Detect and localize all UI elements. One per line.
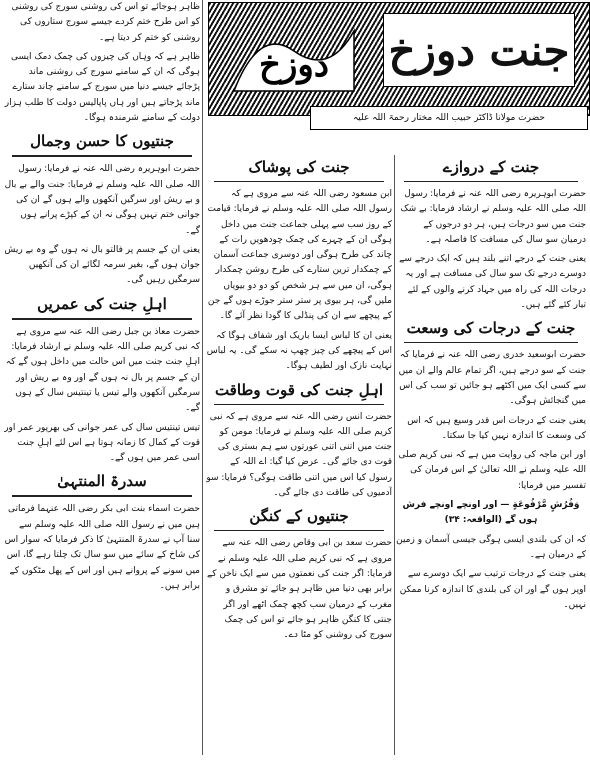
- section-heading: جنتیوں کے کنگن: [249, 507, 349, 526]
- section-paragraph: یعنی ان کا لباس ایسا باریک اور شفاف ہوگا کہ اس کے پیچھے کی چیز چھپ نہ سکے گی۔ یہ لباس نہایت نازک اور لطیف ہوگا۔: [206, 330, 392, 372]
- middle-column: [206, 152, 392, 763]
- section-paragraph: حضرت ابوہریرہ رضی اللہ عنہ نے فرمایا: رسول اللہ صلی اللہ علیہ وسلم نے فرمایا: جنت والے بے بال و بے ریش اور سرگیں آنکھوں والے ہوں گے ان کی جوانی ختم نہیں ہوگی نہ ان کے کپڑے پرانے ہوں گے۔: [4, 164, 200, 236]
- section-paragraph: حضرت معاذ بن جبل رضی اللہ عنہ سے مروی ہے کہ نبی کریم صلی اللہ علیہ وسلم نے ارشاد فرمایا: اہلِ جنت جنت میں اس حالت میں داخل ہوں گے کہ ان کے جسم پر بال نہ ہوں گے اور وہ بے ریش اور سرمگیں آنکھوں والے تیس یا تینتیس سال کے ہوں گے۔: [5, 326, 200, 414]
- section-paragraph: یعنی جنت کے درجے اتنے بلند ہیں کہ ایک درجے سے دوسرے درجے تک سو سال کی مسافت ہے اور یہ درجات اللہ کی راہ میں جہاد کرنے والوں کے لئے تیار کئے گئے ہیں۔: [399, 254, 586, 311]
- intro-paragraph: ظاہر ہے کہ وہاں کی چیزوں کی چمک دمک ایسی ہوگی کہ ان کے سامنے سورج کی روشنی ماند پڑجائے جیسے دنیا میں سورج کے سامنے چاند ستارے ماند پڑجاتے ہیں اور ہاں پاپالیس دولت کا طلب ہزار دولت کے سامنے شرمندہ ہوگا۔: [4, 51, 200, 124]
- heading-rule: [12, 318, 192, 320]
- section-paragraph: ابن مسعود رضی اللہ عنہ سے مروی ہے کہ رسول اللہ صلی اللہ علیہ وسلم نے فرمایا: قیامت کے روز سب سے پہلی جماعت جنت میں داخل ہوگی ان کے چہرے کی چمک چودھویں رات کے چاند کی طرح ہوگی اور دوسری جماعت آسمان کے چمکدار ترین ستارے کی طرح روشن چمکدار ہوگی، ان میں سے ہر شخص کو دو دو بیویاں ملیں گی، ہر بیوی پر ستر ستر جوڑے ہوں گے جن کے پیچھے سے ان کی پنڈلی کا گودا نظر آئے گا۔: [207, 189, 392, 322]
- section-heading: جنت کے درجات کی وسعت: [406, 319, 576, 338]
- section-heading: اہلِ جنت کی قوت وطاقت: [214, 380, 384, 399]
- column-divider: [394, 155, 395, 755]
- section-paragraph: حضرت ابوسعید خدری رضی اللہ عنہ نے فرمایا کہ جنت کے سو درجے ہیں، اگر تمام عالم والے ان میں سے کسی ایک میں اکٹھے ہو جائیں تو سب کی اس میں گنجائش ہوگی۔: [398, 350, 586, 407]
- section-paragraph: اور ابن ماجہ کی روایت میں ہے کہ نبی کریم صلی اللہ علیہ وسلم نے اللہ تعالیٰ کے اس فرمان کی تفسیر میں فرمایا:: [398, 450, 586, 491]
- heading-rule: [404, 181, 578, 182]
- intro-paragraph: ظاہر ہوجائے تو اس کی روشنی سورج کی روشنی کو اس طرح ختم کردے جیسے سورج ستاروں کی روشنی کو ختم کر دیتا ہے۔: [11, 2, 200, 43]
- section-heading: سدرۃ المنتہیٰ: [57, 472, 147, 491]
- section-paragraph: یعنی جنت کے درجات اس قدر وسیع ہیں کہ اس کی وسعت کا اندازہ نہیں کیا جا سکتا۔: [407, 415, 586, 441]
- column-divider: [202, 0, 203, 755]
- heading-rule: [214, 530, 384, 531]
- heading-rule: [12, 155, 192, 157]
- section-paragraph: حضرت اسماء بنت ابی بکر رضی اللہ عنہما فرماتی ہیں میں نے رسول اللہ صلی اللہ علیہ وسلم سے سنا آپ نے سدرۃ المنتہیٰ کا ذکر فرمایا کہ سوار اس کی شاخ کے سائے میں سو سال تک چلتا رہے گا، اس میں سونے کے پروانے ہیں اور اس کے پھل مٹکوں کے برابر ہیں۔: [4, 504, 200, 591]
- section-paragraph: یعنی ان کے جسم پر فالتو بال نہ ہوں گے وہ بے ریش جوان ہوں گے، بغیر سرمہ لگائے ان کی آنکھیں سرمگیں رہیں گی۔: [4, 244, 200, 286]
- section-heading: جنت کے دروازے: [442, 158, 540, 176]
- heading-rule: [214, 404, 384, 405]
- section-paragraph: تیس تینتیس سال کی عمر جوانی کی بھرپور عمر اور قوت کے کمال کا زمانہ ہوتا ہے اس لئے اہلِ جنت اسی عمر میں ہوں گے۔: [4, 422, 200, 464]
- svg-text:دوزخ: دوزخ: [259, 45, 329, 85]
- right-column: [396, 152, 586, 763]
- section-paragraph: حضرت انس رضی اللہ عنہ سے مروی ہے کہ نبی کریم صلی اللہ علیہ وسلم نے فرمایا: مومن کو جنت میں اتنی اتنی عورتوں سے ہم بستری کی قوت دی جائے گی۔ عرض کیا گیا: اے اللہ کے رسول کیا اس میں اتنی طاقت ہوگی؟ فرمایا: سو آدمیوں کی طاقت دی جائے گی۔: [206, 411, 392, 499]
- section-heading: اہلِ جنت کی عمریں: [37, 294, 167, 313]
- section-paragraph: کہ ان کی بلندی ایسی ہوگی جیسی آسمان و زمین کے درمیان ہے۔: [396, 534, 586, 560]
- section-paragraph: حضرت سعد بن ابی وقاص رضی اللہ عنہ سے مروی ہے کہ نبی کریم صلی اللہ علیہ وسلم نے فرمایا: اگر جنت کی نعمتوں میں سے ایک ناخن کے برابر بھی دنیا میں ظاہر ہو جائے تو مشرق و مغرب کے درمیان سب کچھ چمک اٹھے اور اگر جنتی کا کنگن ظاہر ہو جائے تو اس کی چمک سورج کی روشنی کو مٹا دے۔: [206, 538, 392, 641]
- heading-rule: [12, 495, 192, 497]
- masthead-title: جنت دوزخ: [388, 25, 570, 75]
- section-heading: جنتیوں کا حسن وجمال: [30, 132, 174, 151]
- masthead-title-box: [383, 13, 575, 87]
- masthead-banner: [208, 2, 590, 116]
- section-heading: جنت کی پوشاک: [248, 158, 350, 176]
- left-column: [4, 0, 200, 763]
- section-paragraph: یعنی جنت کے درجات ترتیب سے ایک دوسرے سے اوپر ہوں گے اور ان کی بلندی کا اندازہ کرنا ممکن نہیں۔: [399, 569, 586, 610]
- masthead-byline: حضرت مولانا ڈاکٹر حبیب اللہ مختار رحمۃ اللہ علیہ: [310, 106, 588, 130]
- heading-rule: [404, 342, 578, 343]
- heading-rule: [214, 181, 384, 182]
- quran-quote: وَفُرُشٍ مَّرْفُوعَةٍ — اور اونچے اونچے فرش ہوں گے (الواقعہ: ۳۴): [402, 500, 580, 526]
- section-paragraph: حضرت ابوہریرہ رضی اللہ عنہ نے فرمایا: رسول اللہ صلی اللہ علیہ وسلم نے ارشاد فرمایا: بے شک جنت میں سو درجات ہیں، ہر دو درجوں کے درمیان سو سال کی مسافت کا فاصلہ ہے۔: [400, 189, 586, 245]
- masthead-decoration: [229, 21, 359, 99]
